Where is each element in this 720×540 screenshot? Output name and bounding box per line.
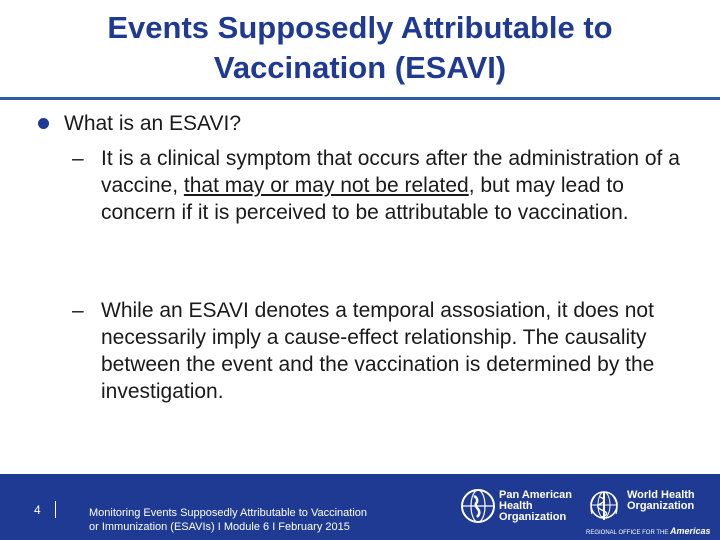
- paho-wordmark: [499, 490, 572, 523]
- sub-bullet-2-text: While an ESAVI denotes a temporal assosiation, it does not necessarily imply a cause-effect relationship. The causality between the event and the vaccination is determined by the investigation.: [101, 299, 655, 403]
- sub-bullet-1-before: It is a clinical symptom that occurs after the administration of a vaccine,: [101, 147, 680, 197]
- sub-bullet-1: [72, 145, 692, 226]
- footer-caption: [89, 506, 367, 534]
- who-sub-small: REGIONAL OFFICE FOR THE: [586, 530, 669, 536]
- who-emblem-icon: [586, 488, 622, 524]
- bullet-dot-icon: [38, 118, 49, 129]
- paho-line-3: Organization: [499, 511, 567, 523]
- page-number: 4: [34, 503, 41, 517]
- sub-bullet-2: [72, 297, 692, 405]
- sub-bullet-1-after: , but may lead to concern if it is perceived to be attributable to vaccination.: [101, 174, 629, 224]
- who-line-1: World Health: [627, 489, 695, 501]
- bullet-text: What is an ESAVI?: [64, 112, 242, 135]
- who-sub-bold: Americas: [670, 526, 711, 536]
- who-line-2: Organization: [627, 500, 695, 512]
- footer-bar: [0, 474, 720, 540]
- footer-line-2: or Immunization (ESAVIs) I Module 6 I February 2015: [89, 521, 350, 533]
- paho-line-1: Pan American: [499, 489, 572, 501]
- dash-icon: –: [72, 147, 84, 170]
- title-divider: [0, 97, 720, 100]
- sub-bullet-1-underlined: that may or may not be related: [183, 174, 469, 197]
- footer-line-1: Monitoring Events Supposedly Attributable to Vaccination: [89, 507, 368, 519]
- paho-emblem-icon: [460, 488, 496, 524]
- slide-title: [40, 8, 680, 88]
- who-wordmark: [627, 490, 695, 512]
- paho-line-2: Health: [499, 500, 533, 512]
- title-line-2: Vaccination (ESAVI): [213, 50, 507, 85]
- sub-bullet-1-text: [101, 145, 692, 226]
- dash-icon: –: [72, 299, 84, 322]
- title-line-1: Events Supposedly Attributable to: [107, 10, 613, 45]
- page-separator: [55, 501, 56, 518]
- who-regional-office: [586, 526, 711, 536]
